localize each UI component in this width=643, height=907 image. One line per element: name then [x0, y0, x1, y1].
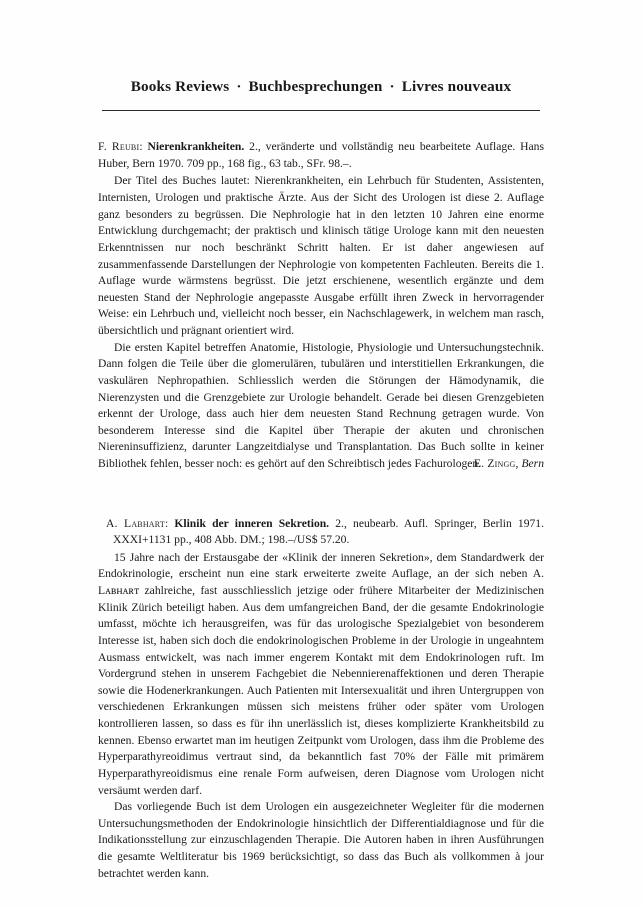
citation-colon-2: :: [164, 516, 169, 530]
book-review-2: [98, 516, 544, 883]
citation-colon-1: :: [139, 140, 143, 154]
review-book-title-1: Nierenkrankheiten.: [147, 140, 245, 154]
page-title: [98, 78, 544, 96]
page-content: [98, 78, 544, 882]
review-author-2: A. Labhart: [106, 516, 165, 530]
review-paragraph-1-1: Der Titel des Buches lautet: Nierenkrankheiten, ein Lehrbuch für Studenten, Assistenten, Internisten, Urologen und praktische Ärzte. Aus der Sicht des Urologen ist diese 2. Auflage ganz besonders zu begrüssen. Die Nephrologie hat in den letzten 10 Jahren eine enorme Entwicklung durchgemacht; der praktisch und klinisch tätige Urologe kann mit den neuesten Erkenntnissen nur noch beschränkt Schritt halten. Er ist daher angewiesen auf zusammenfassende Darstellungen der Nephrologie von kompetenten Fachleuten. Bereits die 1. Auflage wurde wärmstens begrüsst. Die jetzt erschienene, wesentlich ergänzte und dem neuesten Stand der Nephrologie angepasste Ausgabe erfüllt ihren Zweck in hervorragender Weise: ein Lehrbuch und, vielleicht noch besser, ein Nachschlagewerk, in welchem man rasch, übersichtlich und prägnant orientiert wird.: [98, 174, 544, 338]
reviewer-name-1: E. Zingg,: [473, 457, 519, 471]
review-book-title-2: Klinik der inneren Sekretion.: [174, 516, 330, 530]
book-review-1: [98, 139, 544, 472]
reviewer-signature-1: [98, 456, 544, 473]
review-paragraph-2-1: 15 Jahre nach der Erstausgabe der «Klinik der inneren Sekretion», dem Standardwerk der Endokrinologie, erscheint nun eine stark erweiterte zweite Auflage, an der sich neben A. Lᴀʙʜᴀʀᴛ zahlreiche, fast ausschliesslich jetzige oder frühere Mitarbeiter der Medizinischen Klinik Zürich beteiligt haben. Aus dem umfangreichen Band, der die gesamte Endokrinologie umfasst, möchte ich herausgreifen, was für das urologische Spezialgebiet von besonderem Interesse ist, haben sich doch die endokrinologischen Probleme in der Urologie in ungeahntem Ausmass entwickelt, was nach immer engerem Kontakt mit dem Endokrinologen ruft. Im Vordergrund stehen in unserem Fachgebiet die Nebennierenaffektionen und deren Therapie sowie die Hodenerkrankungen. Auch Patienten mit Intersexualität und ihren Untergruppen von verschiedenen Erkrankungen müssen sich meistens früher oder später vom Urologen kontrollieren lassen, so dass es für ihn unerlässlich ist, dieses komplizierte Krankheitsbild zu kennen. Ebenso erwartet man im heutigen Zeitpunkt vom Urologen, dass ihm die Probleme des Hyperparathyreoidimus vertraut sind, da bekanntlich fast 70% der Fälle mit primärem Hyperparathyreoidismus eine renale Form aufweisen, deren Diagnose vom Urologen nicht versäumt werden darf.: [98, 550, 544, 797]
review-paragraph-2-2: Das vorliegende Buch ist dem Urologen ein ausgezeichneter Wegleiter für die modernen Untersuchungsmethoden der Endokrinologie hinsichtlich der Differentialdiagnose und für die Indikationsstellung zur einzuschlagenden Therapie. Die Autoren haben in ihren Ausführungen die gesamte Weltliteratur bis 1969 berücksichtigt, so dass das Buch als vollkommen à jour betrachtet werden kann.: [98, 800, 544, 880]
reviewer-place-1: Bern: [521, 457, 544, 471]
review-paragraph-1-2: Die ersten Kapitel betreffen Anatomie, Histologie, Physiologie und Untersuchungstechnik. Dann folgen die Teile über die glomerulären, tubulären und interstitiellen Erkrankungen, die vaskulären Nephropathien. Schliesslich werden die Störungen der Hämodynamik, die Nierenzysten und die Grenzgebiete zur Urologie behandelt. Gerade bei diesen Grenzgebieten erkennt der Urologe, dass auch hier dem neuesten Stand Rechnung getragen wurde. Von besonderem Interesse sind die Kapitel über Therapie der akuten und chronischen Niereninsuffizienz, darunter Langzeitdialyse und Transplantation. Das Buch sollte in keiner Bibliothek fehlen, besser noch: es gehört auf den Schreibtisch jedes Fachurologen.: [98, 340, 544, 471]
review-publication-details-1: 2., veränderte und vollständig neu bearbeitete Auflage. Hans Huber, Bern 1970. 709 pp., 168 fig., 63 tab., SFr. 98.–.: [98, 140, 544, 170]
page-title-german: Buchbesprechungen: [248, 78, 383, 95]
signature-row-1: [98, 456, 544, 473]
citation-line-1: [98, 139, 544, 172]
review-author-1: F. Reubi: [98, 140, 140, 154]
review-publication-details-2: 2., neubearb. Aufl. Springer, Berlin 1971. XXXI+1131 pp., 408 Abb. DM.; 198.–/US$ 57.20.: [113, 516, 544, 547]
page-title-french: Livres nouveaux: [401, 78, 512, 95]
title-separator-1: ·: [236, 78, 242, 95]
title-separator-2: ·: [389, 78, 395, 95]
page-title-english: Books Reviews: [130, 78, 230, 95]
header-divider: [102, 110, 540, 111]
citation-line-2: [98, 516, 544, 549]
